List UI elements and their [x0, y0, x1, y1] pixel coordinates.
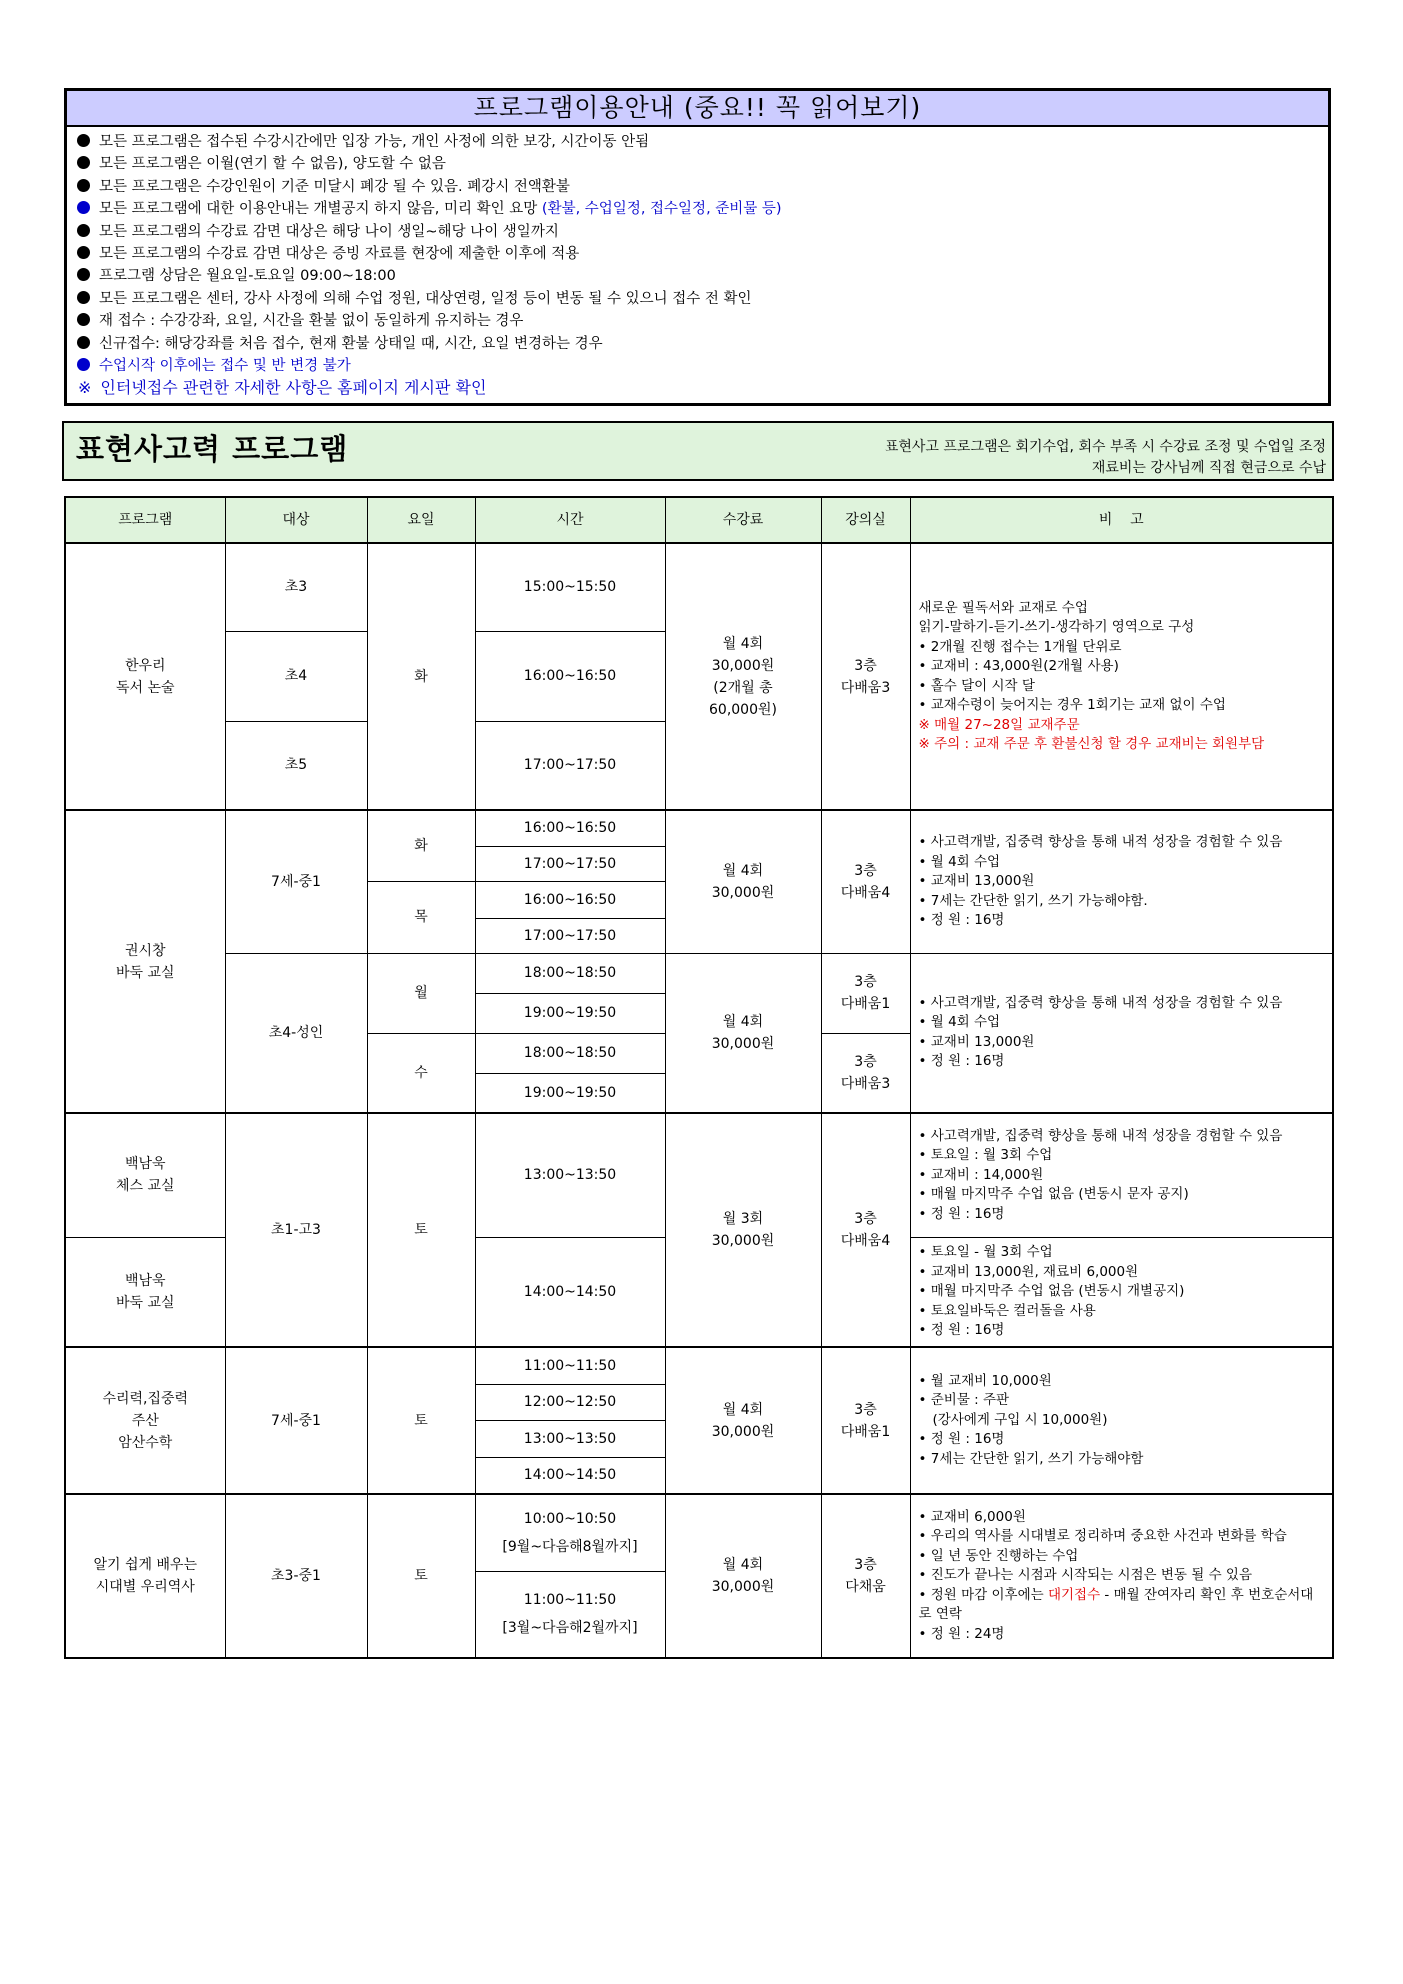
time-cell: 15:00~15:50	[475, 543, 665, 631]
room-cell: 3층 다채움	[821, 1494, 910, 1658]
remarks-cell: • 사고력개발, 집중력 향상을 통해 내적 성장을 경험할 수 있음 • 월 4회 수업 • 교재비 13,000원 • 정 원 : 16명	[910, 953, 1333, 1113]
bullet-icon	[77, 134, 90, 147]
room-cell: 3층 다배움3	[821, 543, 910, 810]
table-row	[65, 1113, 1333, 1237]
notice-item: 재 접수 : 수강강좌, 요일, 시간을 환불 없이 동일하게 유지하는 경우	[77, 310, 1328, 332]
time-cell: 14:00~14:50	[475, 1237, 665, 1347]
section-title: 표현사고력 프로그램	[76, 432, 349, 466]
fee-cell: 월 4회 30,000원	[665, 1347, 821, 1494]
remarks-cell: • 사고력개발, 집중력 향상을 통해 내적 성장을 경험할 수 있음 • 월 4회 수업 • 교재비 13,000원 • 7세는 간단한 읽기, 쓰기 가능해야함. • 정 원 : 16명	[910, 810, 1333, 953]
bullet-icon	[77, 358, 90, 371]
remarks-cell: • 토요일 - 월 3회 수업 • 교재비 13,000원, 재료비 6,000원 • 매월 마지막주 수업 없음 (변동시 개별공지) • 토요일바둑은 컬러돌을 사용 • 정 원 : 16명	[910, 1237, 1333, 1347]
program-name: 권시창 바둑 교실	[65, 810, 225, 1113]
time-cell: 19:00~19:50	[475, 993, 665, 1033]
target-cell: 7세-중1	[225, 1347, 367, 1494]
fee-cell: 월 3회 30,000원	[665, 1113, 821, 1347]
time-cell: 16:00~16:50	[475, 631, 665, 721]
program-name: 수리력,집중력 주산 암산수학	[65, 1347, 225, 1494]
program-name: 백남욱 바둑 교실	[65, 1237, 225, 1347]
day-cell: 수	[367, 1033, 475, 1113]
time-cell: 17:00~17:50	[475, 918, 665, 953]
time-cell: 12:00~12:50	[475, 1384, 665, 1420]
col-header-day: 요일	[367, 497, 475, 543]
program-table	[64, 496, 1334, 1659]
table-row	[65, 1347, 1333, 1384]
bullet-icon	[77, 313, 90, 326]
bullet-icon	[77, 336, 90, 349]
notice-item-blue: 수업시작 이후에는 접수 및 반 변경 불가	[77, 355, 1328, 377]
target-cell: 초4	[225, 631, 367, 721]
time-cell: 18:00~18:50	[475, 953, 665, 993]
table-row	[65, 810, 1333, 846]
table-row	[65, 953, 1333, 993]
time-cell: 17:00~17:50	[475, 846, 665, 881]
notice-item: 모든 프로그램은 이월(연기 할 수 없음), 양도할 수 없음	[77, 153, 1328, 175]
day-cell: 토	[367, 1494, 475, 1658]
notice-item: 모든 프로그램의 수강료 감면 대상은 해당 나이 생일~해당 나이 생일까지	[77, 221, 1328, 243]
target-cell: 초3	[225, 543, 367, 631]
bullet-icon	[77, 179, 90, 192]
notice-list	[67, 127, 1328, 400]
notice-item: 프로그램 상담은 월요일-토요일 09:00~18:00	[77, 265, 1328, 287]
col-header-program: 프로그램	[65, 497, 225, 543]
col-header-fee: 수강료	[665, 497, 821, 543]
bullet-icon	[77, 291, 90, 304]
notice-title: 프로그램이용안내 (중요!! 꼭 읽어보기)	[67, 91, 1328, 127]
program-name: 알기 쉽게 배우는 시대별 우리역사	[65, 1494, 225, 1658]
remarks-cell: • 월 교재비 10,000원 • 준비물 : 주판 (강사에게 구입 시 10,000원) • 정 원 : 16명 • 7세는 간단한 읽기, 쓰기 가능해야함	[910, 1347, 1333, 1494]
col-header-target: 대상	[225, 497, 367, 543]
room-cell: 3층 다배움1	[821, 1347, 910, 1494]
time-cell: 18:00~18:50	[475, 1033, 665, 1073]
time-cell: 11:00~11:50 [3월~다음해2월까지]	[475, 1571, 665, 1658]
bullet-icon	[77, 268, 90, 281]
col-header-time: 시간	[475, 497, 665, 543]
table-header-row	[65, 497, 1333, 543]
fee-cell: 월 4회 30,000원 (2개월 총 60,000원)	[665, 543, 821, 810]
time-cell: 16:00~16:50	[475, 881, 665, 918]
room-cell: 3층 다배움4	[821, 1113, 910, 1347]
time-cell: 16:00~16:50	[475, 810, 665, 846]
notice-box	[64, 88, 1331, 406]
reference-mark-icon: ※	[78, 378, 92, 398]
notice-item: 모든 프로그램은 접수된 수강시간에만 입장 가능, 개인 사정에 의한 보강, 시간이동 안됨	[77, 131, 1328, 153]
day-cell: 토	[367, 1347, 475, 1494]
notice-item: 신규접수: 해당강좌를 처음 접수, 현재 환불 상태일 때, 시간, 요일 변경하는 경우	[77, 333, 1328, 355]
room-cell: 3층 다배움1	[821, 953, 910, 1033]
time-cell: 17:00~17:50	[475, 721, 665, 810]
notice-item: 모든 프로그램은 센터, 강사 사정에 의해 수업 정원, 대상연령, 일정 등이 변동 될 수 있으니 접수 전 확인	[77, 288, 1328, 310]
col-header-remarks: 비 고	[910, 497, 1333, 543]
time-cell: 19:00~19:50	[475, 1073, 665, 1113]
notice-reference: ※ 인터넷접수 관련한 자세한 사항은 홈페이지 게시판 확인	[78, 378, 487, 398]
time-cell: 13:00~13:50	[475, 1420, 665, 1457]
table-row	[65, 543, 1333, 631]
bullet-icon	[77, 156, 90, 169]
target-cell: 초3-중1	[225, 1494, 367, 1658]
target-cell: 초5	[225, 721, 367, 810]
time-cell: 14:00~14:50	[475, 1457, 665, 1494]
day-cell: 토	[367, 1113, 475, 1347]
section-note: 표현사고 프로그램은 회기수업, 회수 부족 시 수강료 조정 및 수업일 조정 재료비는 강사님께 직접 현금으로 수납	[884, 439, 1326, 476]
time-cell: 10:00~10:50 [9월~다음해8월까지]	[475, 1494, 665, 1571]
table-row	[65, 1494, 1333, 1571]
target-cell: 초4-성인	[225, 953, 367, 1113]
fee-cell: 월 4회 30,000원	[665, 810, 821, 953]
col-header-room: 강의실	[821, 497, 910, 543]
remarks-cell: • 교재비 6,000원 • 우리의 역사를 시대별로 정리하며 중요한 사건과 변화를 학습 • 일 년 동안 진행하는 수업 • 진도가 끝나는 시점과 시작되는 시점은 변동 될 수 있음 • 정원 마감 이후에는 대기접수 - 매월 잔여자리 확인 후 번호순서대로 연락 • 정 원 : 24명	[910, 1494, 1333, 1658]
time-cell: 11:00~11:50	[475, 1347, 665, 1384]
day-cell: 목	[367, 881, 475, 953]
remarks-cell: 새로운 필독서와 교재로 수업 읽기-말하기-듣기-쓰기-생각하기 영역으로 구성 • 2개월 진행 접수는 1개월 단위로 • 교재비 : 43,000원(2개월 사용) • 홀수 달이 시작 달 • 교재수령이 늦어지는 경우 1회기는 교재 없이 수업 ※ 매월 27~28일 교재주문 ※ 주의 : 교재 주문 후 환불신청 할 경우 교재비는 회원부담	[910, 543, 1333, 810]
program-name: 백남욱 체스 교실	[65, 1113, 225, 1237]
fee-cell: 월 4회 30,000원	[665, 1494, 821, 1658]
fee-cell: 월 4회 30,000원	[665, 953, 821, 1113]
notice-item: 모든 프로그램에 대한 이용안내는 개별공지 하지 않음, 미리 확인 요망 (환불, 수업일정, 접수일정, 준비물 등)	[77, 198, 1328, 220]
day-cell: 화	[367, 543, 475, 810]
day-cell: 월	[367, 953, 475, 1033]
room-cell: 3층 다배움4	[821, 810, 910, 953]
target-cell: 7세-중1	[225, 810, 367, 953]
section-header	[62, 421, 1334, 481]
program-name: 한우리 독서 논술	[65, 543, 225, 810]
bullet-icon	[77, 224, 90, 237]
bullet-icon	[77, 201, 90, 214]
room-cell: 3층 다배움3	[821, 1033, 910, 1113]
target-cell: 초1-고3	[225, 1113, 367, 1347]
day-cell: 화	[367, 810, 475, 881]
bullet-icon	[77, 246, 90, 259]
time-cell: 13:00~13:50	[475, 1113, 665, 1237]
notice-item: 모든 프로그램은 수강인원이 기준 미달시 폐강 될 수 있음. 폐강시 전액환불	[77, 176, 1328, 198]
notice-item: 모든 프로그램의 수강료 감면 대상은 증빙 자료를 현장에 제출한 이후에 적용	[77, 243, 1328, 265]
remarks-cell: • 사고력개발, 집중력 향상을 통해 내적 성장을 경험할 수 있음 • 토요일 : 월 3회 수업 • 교재비 : 14,000원 • 매월 마지막주 수업 없음 (변동시 문자 공지) • 정 원 : 16명	[910, 1113, 1333, 1237]
